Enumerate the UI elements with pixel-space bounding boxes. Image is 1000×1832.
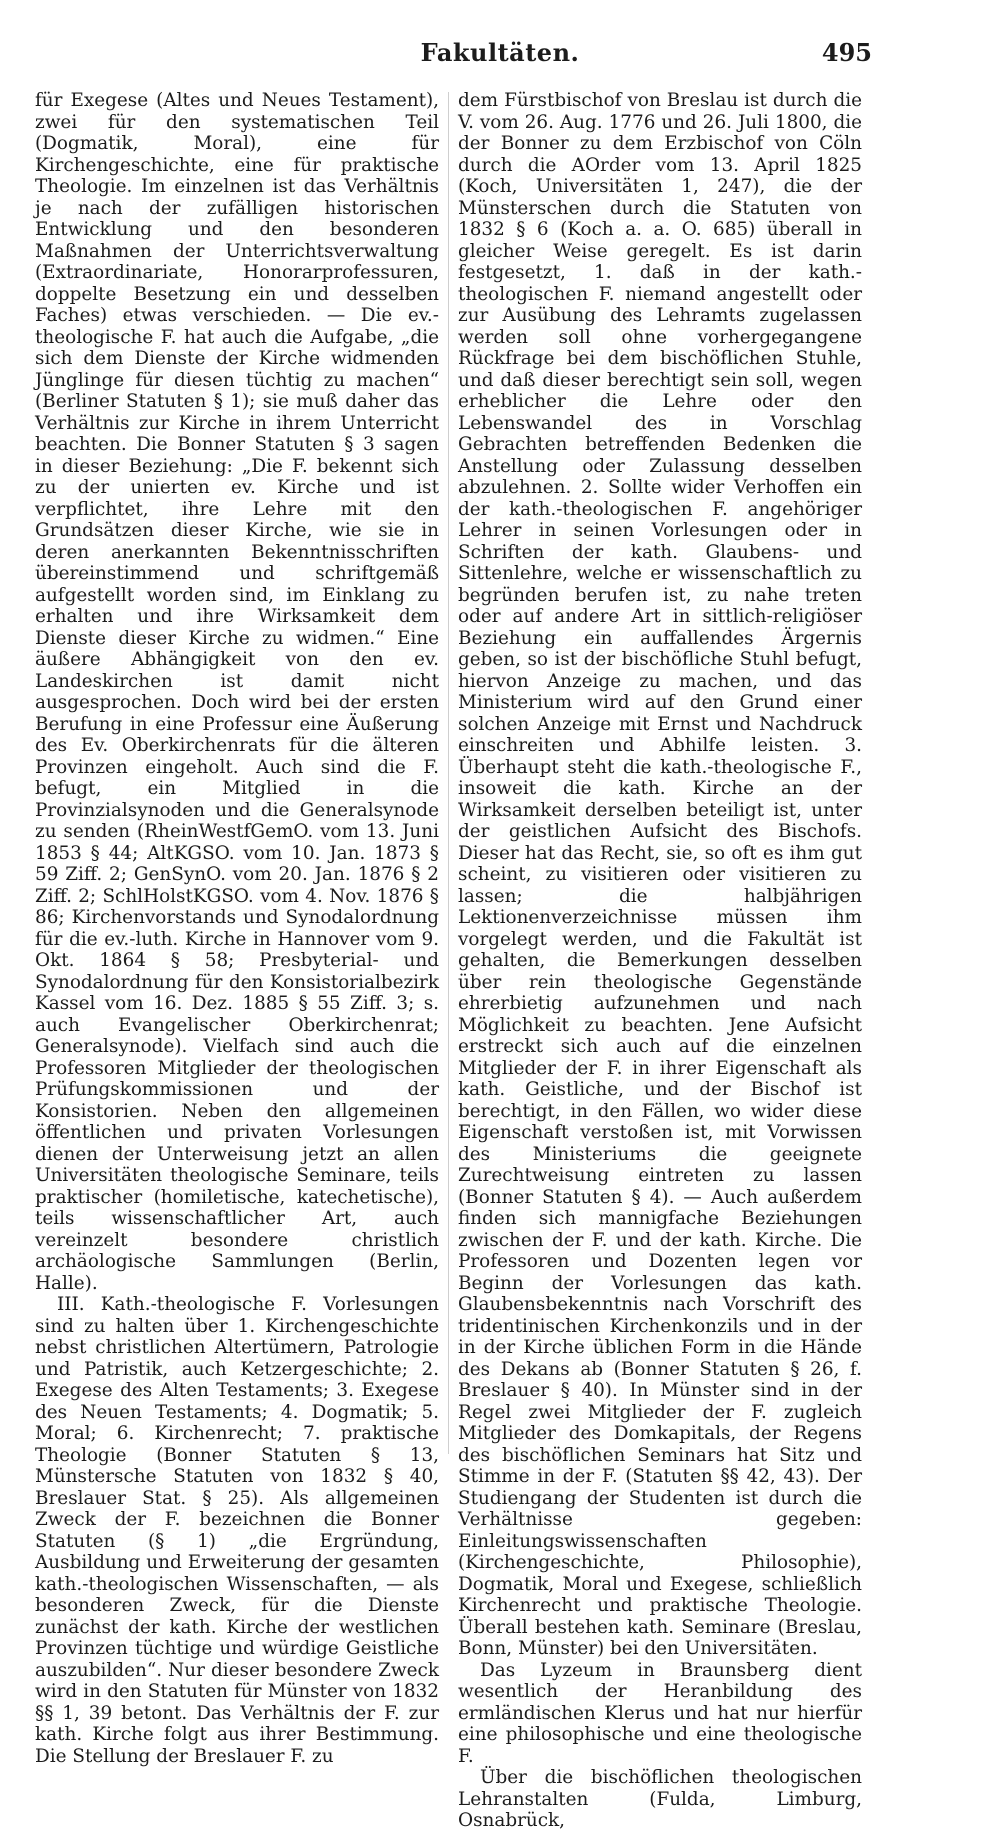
paragraph: III. Kath.-theologische F. Vorlesungen sind zu halten über 1. Kirchengeschichte nebst christlichen Altertümern, Patrologie und Patristik, auch Ketzergeschichte; 2. Exegese des Alten Testaments; 3. Exegese des Neuen Testaments; 4. Dogmatik; 5. Moral; 6. Kirchenrecht; 7. praktische Theologie (Bonner Statuten § 13, Münstersche Statuten von 1832 § 40, Breslauer Stat. § 25). Als allgemeinen Zweck der F. bezeichnen die Bonner Statuten (§ 1) „die Ergründung, Ausbildung und Erweiterung der gesamten kath.-theologischen Wissenschaften, — als besonderen Zweck, für die Dienste zunächst der kath. Kirche der westlichen Provinzen tüchtige und würdige Geistliche auszubilden“. Nur dieser besondere Zweck wird in den Statuten für Münster von 1832 §§ 1, 39 betont. Das Verhältnis der F. zur kath. Kirche folgt aus ihrer Bestimmung. Die Stellung der Breslauer F. zu	[35, 1294, 439, 1767]
column-divider	[448, 92, 449, 1454]
page-header	[0, 38, 1000, 78]
paragraph: Das Lyzeum in Braunsberg dient wesentlich der Heranbildung des ermländischen Klerus und hat nur hierfür eine philosophische und eine theologische F.	[458, 1659, 862, 1767]
running-head: Fakultäten.	[420, 38, 580, 67]
left-column	[35, 90, 439, 1767]
paragraph: für Exegese (Altes und Neues Testament), zwei für den systematischen Teil (Dogmatik, Moral), eine für Kirchengeschichte, eine für praktische Theologie. Im einzelnen ist das Verhältnis je nach der zufälligen historischen Entwicklung und den besonderen Maßnahmen der Unterrichtsverwaltung (Extraordinariate, Honorarprofessuren, doppelte Besetzung ein und desselben Faches) etwas verschieden. — Die ev.-theologische F. hat auch die Aufgabe, „die sich dem Dienste der Kirche widmenden Jünglinge für diesen tüchtig zu machen“ (Berliner Statuten § 1); sie muß daher das Verhältnis zur Kirche in ihrem Unterricht beachten. Die Bonner Statuten § 3 sagen in dieser Beziehung: „Die F. bekennt sich zu der unierten ev. Kirche und ist verpflichtet, ihre Lehre mit den Grundsätzen dieser Kirche, wie sie in deren anerkannten Bekenntnisschriften übereinstimmend und schriftgemäß aufgestellt worden sind, im Einklang zu erhalten und ihre Wirksamkeit dem Dienste dieser Kirche zu widmen.“ Eine äußere Abhängigkeit von den ev. Landeskirchen ist damit nicht ausgesprochen. Doch wird bei der ersten Berufung in eine Professur eine Äußerung des Ev. Oberkirchenrats für die älteren Provinzen eingeholt. Auch sind die F. befugt, ein Mitglied in die Provinzialsynoden und die Generalsynode zu senden (RheinWestfGemO. vom 13. Juni 1853 § 44; AltKGSO. vom 10. Jan. 1873 § 59 Ziff. 2; GenSynO. vom 20. Jan. 1876 § 2 Ziff. 2; SchlHolstKGSO. vom 4. Nov. 1876 § 86; Kirchenvorstands und Synodalordnung für die ev.-luth. Kirche in Hannover vom 9. Okt. 1864 § 58; Presbyterial- und Synodalordnung für den Konsistorialbezirk Kassel vom 16. Dez. 1885 § 55 Ziff. 3; s. auch Evangelischer Oberkirchenrat; Generalsynode). Vielfach sind auch die Professoren Mitglieder der theologischen Prüfungskommissionen und der Konsistorien. Neben den allgemeinen öffentlichen und privaten Vorlesungen dienen der Unterweisung jetzt an allen Universitäten theologische Seminare, teils praktischer (homiletische, katechetische), teils wissenschaftlicher Art, auch vereinzelt besondere christlich archäologische Sammlungen (Berlin, Halle).	[35, 90, 439, 1294]
page-number: 495	[821, 38, 872, 67]
paragraph: dem Fürstbischof von Breslau ist durch die V. vom 26. Aug. 1776 und 26. Juli 1800, die der Bonner zu dem Erzbischof von Cöln durch die AOrder vom 13. April 1825 (Koch, Universitäten 1, 247), die der Münsterschen durch die Statuten von 1832 § 6 (Koch a. a. O. 685) überall in gleicher Weise geregelt. Es ist darin festgesetzt, 1. daß in der kath.-theologischen F. niemand angestellt oder zur Ausübung des Lehramts zugelassen werden soll ohne vorhergegangene Rückfrage bei dem bischöflichen Stuhle, und daß dieser berechtigt sein soll, wegen erheblicher die Lehre oder den Lebenswandel des in Vorschlag Gebrachten betreffenden Bedenken die Anstellung oder Zulassung desselben abzulehnen. 2. Sollte wider Verhoffen ein der kath.-theologischen F. angehöriger Lehrer in seinen Vorlesungen oder in Schriften der kath. Glaubens- und Sittenlehre, welche er wissenschaftlich zu begründen berufen ist, zu nahe treten oder auf andere Art in sittlich-religiöser Beziehung ein auffallendes Ärgernis geben, so ist der bischöfliche Stuhl befugt, hiervon Anzeige zu machen, und das Ministerium wird auf den Grund einer solchen Anzeige mit Ernst und Nachdruck einschreiten und Abhilfe leisten. 3. Überhaupt steht die kath.-theologische F., insoweit die kath. Kirche an der Wirksamkeit derselben beteiligt ist, unter der geistlichen Aufsicht des Bischofs. Dieser hat das Recht, sie, so oft es ihm gut scheint, zu visitieren oder visitieren zu lassen; die halbjährigen Lektionenverzeichnisse müssen ihm vorgelegt werden, und die Fakultät ist gehalten, die Bemerkungen desselben über rein theologische Gegenstände ehrerbietig aufzunehmen und nach Möglichkeit zu beachten. Jene Aufsicht erstreckt sich auch auf die einzelnen Mitglieder der F. in ihrer Eigenschaft als kath. Geistliche, und der Bischof ist berechtigt, in den Fällen, wo wider diese Eigenschaft verstoßen ist, mit Vorwissen des Ministeriums die geeignete Zurechtweisung eintreten zu lassen (Bonner Statuten § 4). — Auch außerdem finden sich mannigfache Beziehungen zwischen der F. und der kath. Kirche. Die Professoren und Dozenten legen vor Beginn der Vorlesungen das kath. Glaubensbekenntnis nach Vorschrift des tridentinischen Kirchenkonzils und in der in der Kirche üblichen Form in die Hände des Dekans ab (Bonner Statuten § 26, f. Breslauer § 40). In Münster sind in der Regel zwei Mitglieder der F. zugleich Mitglieder des Domkapitals, der Regens des bischöflichen Seminars hat Sitz und Stimme in der F. (Statuten §§ 42, 43). Der Studiengang der Studenten ist durch die Verhältnisse gegeben: Einleitungswissenschaften (Kirchengeschichte, Philosophie), Dogmatik, Moral und Exegese, schließlich Kirchenrecht und praktische Theologie. Überall bestehen kath. Seminare (Breslau, Bonn, Münster) bei den Universitäten.	[458, 90, 862, 1659]
right-column	[458, 90, 862, 1832]
paragraph: Über die bischöflichen theologischen Lehranstalten (Fulda, Limburg, Osnabrück,	[458, 1767, 862, 1831]
